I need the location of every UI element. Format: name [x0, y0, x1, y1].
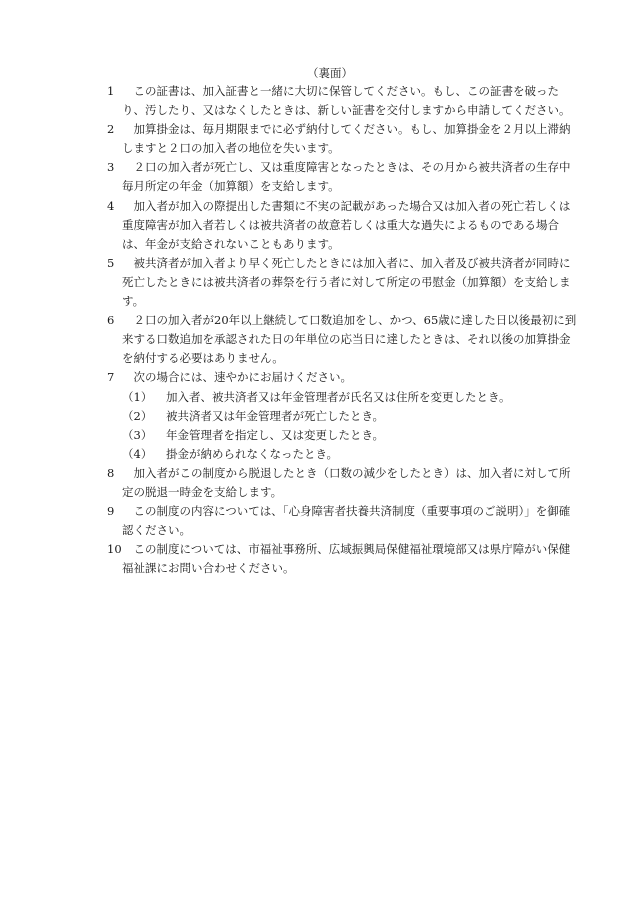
list-item-5 — [107, 254, 577, 311]
list-item-10 — [107, 540, 577, 578]
item-text: ２口の加入者が20年以上継続して口数追加をし、かつ、65歳に達した日以後最初に到来する口数追加を承認された日の年単位の応当日に達したときは、それ以後の加算掛金を納付する必要はありません。 — [122, 313, 577, 366]
notice-list — [107, 82, 577, 578]
item-number: 7 — [107, 370, 115, 385]
list-item-1 — [107, 82, 577, 120]
sub-item-text: 年金管理者を指定し、又は変更したとき。 — [166, 427, 385, 442]
item-number: 8 — [107, 465, 115, 480]
sub-item-4 — [107, 445, 577, 464]
list-item-6 — [107, 311, 577, 368]
item-text: この証書は、加入証書と一緒に大切に保管してください。もし、この証書を破ったり、汚したり、又はなくしたときは、新しい証書を交付しますから申請してください。 — [122, 84, 571, 118]
list-item-4 — [107, 197, 577, 254]
item-text: 次の場合には、速やかにお届けください。 — [133, 370, 352, 385]
item-text: ２口の加入者が死亡し、又は重度障害となったときは、その月から被共済者の生存中毎月所定の年金（加算額）を支給します。 — [122, 160, 571, 194]
item-number: 2 — [107, 122, 115, 137]
item-text: 加算掛金は、毎月期限までに必ず納付してください。もし、加算掛金を２月以上滞納しますと２口の加入者の地位を失います。 — [122, 122, 571, 156]
page-title: （裏面） — [307, 66, 353, 80]
sub-item-number: （2） — [122, 408, 153, 423]
item-text: 加入者が加入の際提出した書類に不実の記載があった場合又は加入者の死亡若しくは重度障害が加入者若しくは被共済者の故意若しくは重大な過失によるものである場合は、年金が支給されないこともあります。 — [122, 198, 571, 251]
sub-item-text: 掛金が納められなくなったとき。 — [166, 446, 339, 461]
list-item-2 — [107, 120, 577, 158]
item-text: この制度については、市福祉事務所、広域振興局保健福祉環境部又は県庁障がい保健福祉課にお問い合わせください。 — [122, 542, 571, 576]
item-text: 加入者がこの制度から脱退したとき（口数の減少をしたとき）は、加入者に対して所定の脱退一時金を支給します。 — [122, 465, 571, 499]
item-number: 6 — [107, 313, 115, 328]
item-number: 1 — [107, 84, 115, 98]
sub-item-number: （4） — [122, 446, 153, 461]
item-number: 10 — [107, 542, 122, 557]
sub-item-text: 被共済者又は年金管理者が死亡したとき。 — [166, 408, 385, 423]
item-text: この制度の内容については、「心身障害者扶養共済制度（重要事項のご説明）」を御確認ください。 — [122, 504, 571, 538]
sub-item-2 — [107, 407, 577, 426]
item-text: 被共済者が加入者より早く死亡したときには加入者に、加入者及び被共済者が同時に死亡したときには被共済者の葬祭を行う者に対して所定の弔慰金（加算額）を支給します。 — [122, 255, 571, 309]
item-number: 3 — [107, 160, 115, 175]
list-item-9 — [107, 502, 577, 540]
list-item-7 — [107, 368, 577, 387]
sub-item-1 — [107, 388, 577, 407]
item-number: 5 — [107, 255, 115, 270]
item-number: 9 — [107, 504, 115, 519]
item-number: 4 — [107, 198, 115, 213]
sub-item-3 — [107, 426, 577, 445]
list-item-3 — [107, 158, 577, 196]
sub-item-number: （3） — [122, 427, 153, 442]
sub-item-text: 加入者、被共済者又は年金管理者が氏名又は住所を変更したとき。 — [166, 389, 511, 404]
list-item-8 — [107, 464, 577, 502]
sub-item-number: （1） — [122, 389, 153, 404]
